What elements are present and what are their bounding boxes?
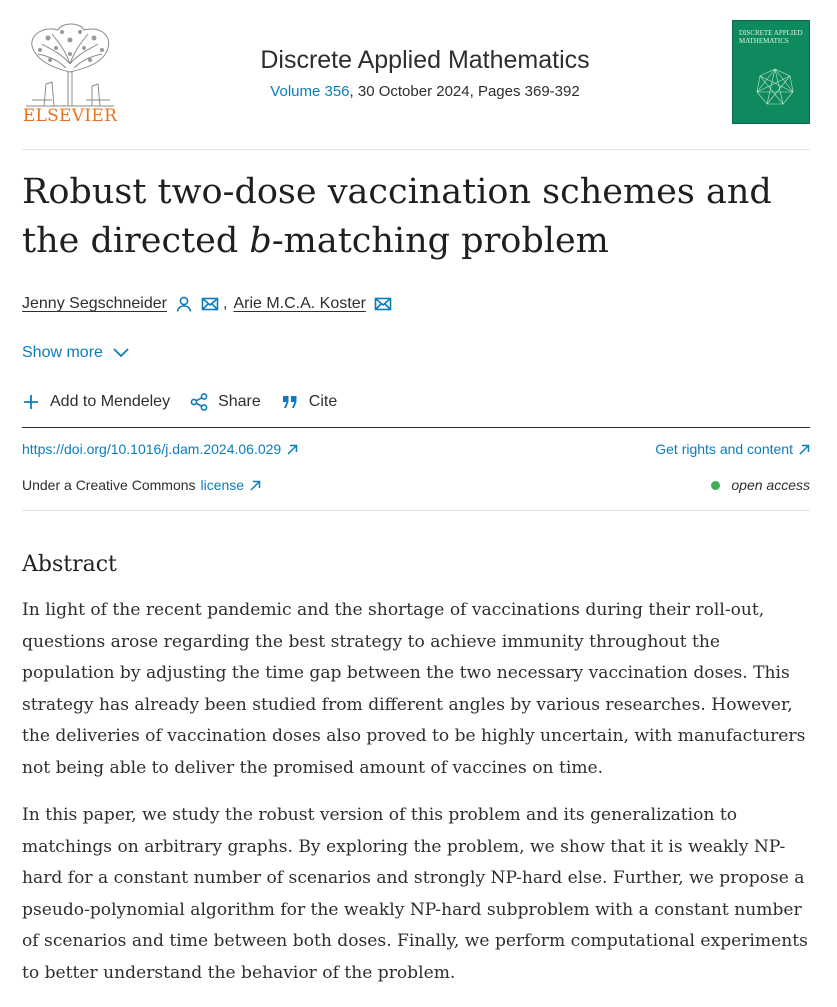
journal-cover[interactable]	[732, 20, 810, 124]
elsevier-tree-icon	[22, 20, 118, 108]
title-italic-b: b	[249, 221, 272, 261]
license-link[interactable]	[201, 477, 262, 493]
elsevier-logo[interactable]	[22, 20, 118, 128]
cover-graph-icon	[755, 67, 795, 107]
header-divider	[22, 149, 810, 150]
doi-link[interactable]	[22, 441, 298, 457]
get-rights-link[interactable]	[655, 441, 810, 457]
title-part-2: -matching problem	[271, 221, 609, 261]
abstract-heading: Abstract	[22, 552, 117, 577]
author-separator: ,	[222, 295, 228, 312]
article-title	[22, 168, 812, 266]
show-more-label: Show more	[22, 344, 103, 361]
open-access-badge	[711, 477, 810, 493]
plus-icon	[22, 393, 40, 411]
abstract-paragraph: In light of the recent pandemic and the shortage of vaccinations during their roll-out, questions arose regarding the best strategy to achieve immunity throughout the population by adjusting the time gap between the two necessary vaccination doses. This strategy has already been studied from different angles by various researches. However, the deliveries of vaccination doses also proved to be highly uncertain, with manufacturers not being able to deliver the promised amount of vaccines on time.	[22, 600, 806, 778]
quote-icon	[281, 393, 299, 411]
cover-title: DISCRETE APPLIED MATHEMATICS	[739, 29, 803, 45]
title-part-1: Robust two-dose vaccination schemes and the directed	[22, 172, 772, 261]
author-list	[22, 295, 392, 313]
show-more-button[interactable]	[22, 344, 129, 362]
add-to-mendeley-button[interactable]	[22, 393, 170, 411]
volume-link[interactable]: Volume 356	[270, 83, 350, 100]
license-info	[22, 477, 261, 493]
share-icon	[190, 393, 208, 411]
external-link-icon	[799, 444, 810, 455]
open-access-dot-icon	[711, 481, 720, 490]
email-icon[interactable]	[374, 295, 392, 313]
author-name[interactable]: Jenny Segschneider	[22, 295, 167, 312]
license-link-text: license	[200, 477, 245, 493]
publisher-name: ELSEVIER	[22, 106, 118, 126]
journal-header	[160, 46, 690, 100]
share-label: Share	[218, 393, 261, 410]
doi-text: https://doi.org/10.1016/j.dam.2024.06.029	[22, 441, 282, 457]
journal-title[interactable]: Discrete Applied Mathematics	[260, 46, 590, 74]
open-access-label: open access	[731, 477, 810, 493]
abstract-paragraph: In this paper, we study the robust version of this problem and its generalization to matchings on arbitrary graphs. By exploring the problem, we show that it is weakly NP-hard for a constant number of scenarios and strongly NP-hard else. Further, we propose a pseudo-polynomial algorithm for the weakly NP-hard subproblem with a constant number of scenarios and time between both doses. Finally, we perform computational experiments to better understand the behavior of the problem.	[22, 805, 808, 983]
get-rights-text: Get rights and content	[655, 441, 793, 457]
license-prefix: Under a Creative Commons	[22, 477, 196, 493]
external-link-icon	[250, 480, 261, 491]
journal-issue-info	[160, 83, 690, 100]
article-actions	[22, 393, 357, 411]
share-button[interactable]	[190, 393, 261, 411]
cite-button[interactable]	[281, 393, 337, 411]
issue-date-pages: , 30 October 2024, Pages 369-392	[349, 83, 580, 100]
person-icon[interactable]	[175, 295, 193, 313]
external-link-icon	[287, 444, 298, 455]
chevron-down-icon	[113, 347, 129, 359]
author-name[interactable]: Arie M.C.A. Koster	[233, 295, 366, 312]
email-icon[interactable]	[201, 295, 219, 313]
add-to-mendeley-label: Add to Mendeley	[50, 393, 171, 410]
cite-label: Cite	[308, 393, 338, 410]
actions-divider	[22, 427, 810, 428]
meta-divider	[22, 510, 810, 511]
